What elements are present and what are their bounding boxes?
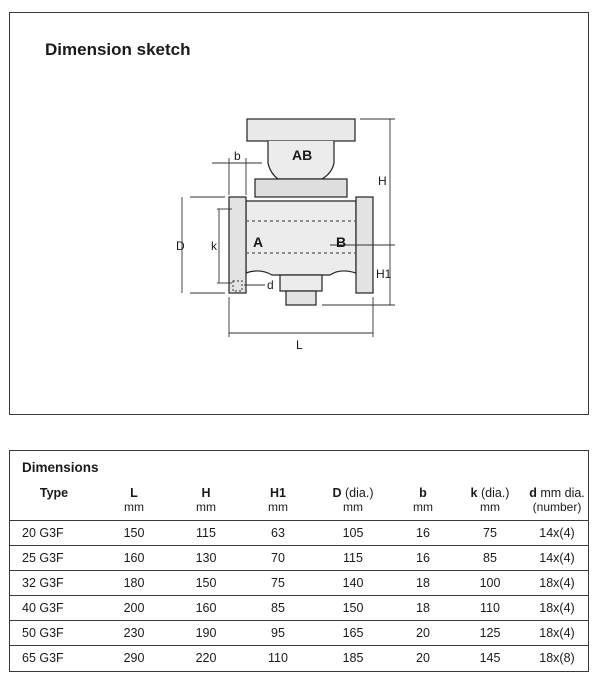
column-header-name: D xyxy=(332,486,342,500)
table-cell: 16 xyxy=(392,521,454,546)
table-cell: 115 xyxy=(314,546,392,571)
label-port-a: A xyxy=(253,234,264,250)
table-cell: 75 xyxy=(454,521,526,546)
table-cell: 110 xyxy=(454,596,526,621)
dimension-sketch-panel xyxy=(9,12,589,415)
table-row xyxy=(10,571,588,596)
table-cell: 200 xyxy=(98,596,170,621)
table-cell: 230 xyxy=(98,621,170,646)
table-cell: 18x(8) xyxy=(526,646,588,671)
table-cell: 75 xyxy=(242,571,314,596)
bottom-stem xyxy=(280,275,322,291)
column-header xyxy=(170,486,242,521)
bottom-plug xyxy=(286,291,316,305)
table-cell: 160 xyxy=(98,546,170,571)
column-header-name: k xyxy=(470,486,478,500)
table-cell: 85 xyxy=(454,546,526,571)
column-header xyxy=(10,486,98,521)
dimensions-table-panel xyxy=(9,450,589,672)
column-header-name: Type xyxy=(39,486,69,500)
table-cell: 185 xyxy=(314,646,392,671)
table-header-row xyxy=(10,486,588,521)
table-cell: 25 G3F xyxy=(10,546,98,571)
column-header-unit: mm xyxy=(413,500,433,514)
table-cell: 18x(4) xyxy=(526,621,588,646)
table-cell: 14x(4) xyxy=(526,546,588,571)
table-cell: 150 xyxy=(98,521,170,546)
column-header-unit: mm xyxy=(268,500,288,514)
table-row xyxy=(10,521,588,546)
table-cell: 110 xyxy=(242,646,314,671)
table-cell: 20 G3F xyxy=(10,521,98,546)
column-header-name: b xyxy=(419,486,427,500)
label-h1-dimension: H1 xyxy=(376,267,392,281)
column-header-unit: mm xyxy=(124,500,144,514)
table-cell: 63 xyxy=(242,521,314,546)
label-port-b: B xyxy=(336,234,347,250)
table-cell: 130 xyxy=(170,546,242,571)
cover-band xyxy=(255,179,347,197)
label-k-dimension: k xyxy=(211,239,217,253)
table-cell: 150 xyxy=(314,596,392,621)
table-cell: 18 xyxy=(392,571,454,596)
table-cell: 18x(4) xyxy=(526,571,588,596)
top-flange xyxy=(247,119,355,141)
column-header-suffix: (dia.) xyxy=(341,486,374,500)
table-cell: 20 xyxy=(392,646,454,671)
table-cell: 190 xyxy=(170,621,242,646)
column-header-unit: mm xyxy=(343,500,363,514)
label-h-dimension: H xyxy=(378,174,387,188)
table-cell: 220 xyxy=(170,646,242,671)
label-d-dimension: D xyxy=(176,239,185,253)
table-cell: 65 G3F xyxy=(10,646,98,671)
column-header-name: H xyxy=(201,486,211,500)
table-cell: 290 xyxy=(98,646,170,671)
label-b-dimension: b xyxy=(234,149,241,163)
table-cell: 40 G3F xyxy=(10,596,98,621)
table-cell: 95 xyxy=(242,621,314,646)
column-header xyxy=(98,486,170,521)
table-cell: 18 xyxy=(392,596,454,621)
label-d-hole: d xyxy=(267,278,274,292)
column-header-unit: (number) xyxy=(532,500,582,514)
column-header-unit: mm xyxy=(196,500,216,514)
column-header-suffix: mm dia. xyxy=(536,486,585,500)
table-cell: 145 xyxy=(454,646,526,671)
table-cell: 32 G3F xyxy=(10,571,98,596)
table-cell: 70 xyxy=(242,546,314,571)
table-row xyxy=(10,546,588,571)
table-cell: 100 xyxy=(454,571,526,596)
label-ab: AB xyxy=(292,147,313,163)
table-row xyxy=(10,621,588,646)
table-body xyxy=(10,521,588,671)
column-header xyxy=(454,486,526,521)
column-header-name: d xyxy=(529,486,537,500)
column-header-unit: mm xyxy=(480,500,500,514)
table-cell: 125 xyxy=(454,621,526,646)
column-header xyxy=(392,486,454,521)
dimensions-table xyxy=(10,486,588,670)
table-row xyxy=(10,646,588,671)
table-cell: 180 xyxy=(98,571,170,596)
table-cell: 140 xyxy=(314,571,392,596)
table-cell: 20 xyxy=(392,621,454,646)
sketch-title: Dimension sketch xyxy=(45,40,191,59)
table-cell: 160 xyxy=(170,596,242,621)
column-header xyxy=(314,486,392,521)
table-title: Dimensions xyxy=(22,460,99,475)
column-header-name: L xyxy=(130,486,138,500)
table-cell: 85 xyxy=(242,596,314,621)
column-header xyxy=(526,486,588,521)
table-cell: 18x(4) xyxy=(526,596,588,621)
valve-drawing xyxy=(10,13,588,414)
table-cell: 115 xyxy=(170,521,242,546)
table-cell: 150 xyxy=(170,571,242,596)
table-cell: 50 G3F xyxy=(10,621,98,646)
column-header-suffix: (dia.) xyxy=(477,486,510,500)
table-cell: 16 xyxy=(392,546,454,571)
table-cell: 105 xyxy=(314,521,392,546)
left-flange xyxy=(229,197,246,293)
column-header-name: H1 xyxy=(270,486,286,500)
column-header xyxy=(242,486,314,521)
table-row xyxy=(10,596,588,621)
label-l-dimension: L xyxy=(296,338,303,352)
table-cell: 165 xyxy=(314,621,392,646)
table-cell: 14x(4) xyxy=(526,521,588,546)
